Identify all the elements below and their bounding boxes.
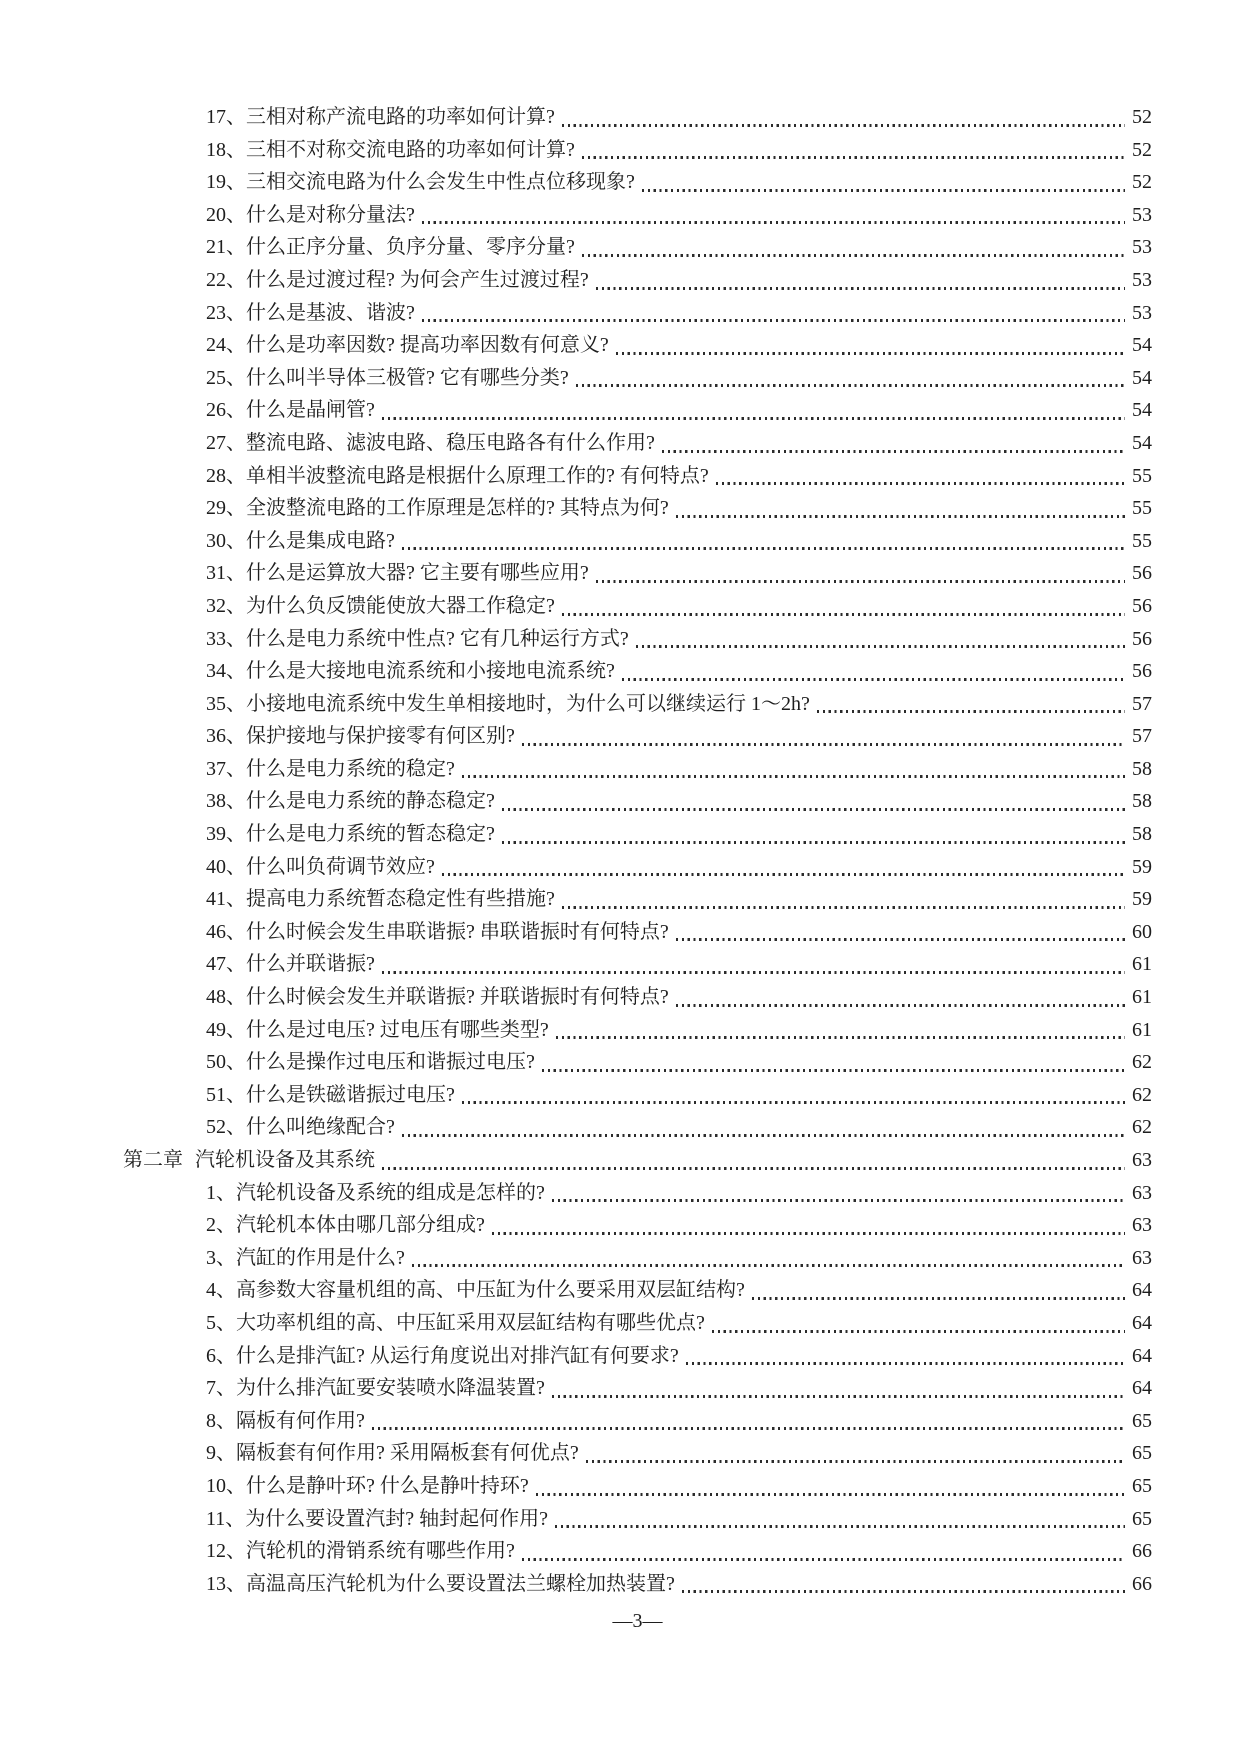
toc-entry-page-number: 56 [1132, 627, 1152, 650]
toc-entry-page-number: 53 [1132, 268, 1152, 291]
toc-entry-number: 47、 [206, 953, 246, 976]
dot-leader [555, 1525, 1125, 1528]
toc-entry-number: 1、 [206, 1181, 236, 1204]
toc-entry [123, 851, 1152, 884]
toc-entry [123, 655, 1152, 688]
toc-entry [123, 1437, 1152, 1470]
toc-entry-number: 2、 [206, 1214, 236, 1237]
toc-entry-title: 什么叫负荷调节效应? [246, 855, 435, 878]
dot-leader [676, 938, 1125, 941]
toc-entry [123, 1535, 1152, 1568]
toc-entry-title: 隔板套有何作用? 采用隔板套有何优点? [236, 1442, 579, 1465]
toc-entry-page-number: 54 [1132, 399, 1152, 422]
toc-entry-number: 50、 [206, 1051, 246, 1074]
toc-entry-number: 11、 [206, 1507, 246, 1530]
toc-entry-title: 什么是集成电路? [246, 529, 395, 552]
toc-entry-title: 小接地电流系统中发生单相接地时，为什么可以继续运行 1～2h? [246, 692, 810, 715]
toc-entry-number: 3、 [206, 1246, 236, 1269]
toc-entry-title: 高参数大容量机组的高、中压缸为什么要采用双层缸结构? [236, 1279, 745, 1302]
dot-leader [682, 1590, 1125, 1593]
toc-entry [123, 1242, 1152, 1275]
toc-entry-title: 什么是基波、谐波? [246, 301, 415, 324]
toc-entry-title: 什么是对称分量法? [246, 203, 415, 226]
toc-entry-page-number: 52 [1132, 138, 1152, 161]
toc-entry-number: 8、 [206, 1409, 236, 1432]
toc-entry [123, 362, 1152, 395]
toc-entry [123, 460, 1152, 493]
toc-entry-number: 9、 [206, 1442, 236, 1465]
toc-entry-page-number: 64 [1132, 1344, 1152, 1367]
toc-entry [123, 720, 1152, 753]
toc-entry-page-number: 58 [1132, 823, 1152, 846]
dot-leader [642, 189, 1125, 192]
toc-entry-title: 什么是运算放大器? 它主要有哪些应用? [246, 562, 589, 585]
dot-leader [596, 287, 1125, 290]
toc-entry [123, 101, 1152, 134]
toc-entry-title: 三相交流电路为什么会发生中性点位移现象? [246, 171, 635, 194]
toc-entry-title: 什么时候会发生并联谐振? 并联谐振时有何特点? [246, 986, 669, 1009]
dot-leader [442, 873, 1125, 876]
toc-entry-page-number: 66 [1132, 1572, 1152, 1595]
toc-entry [123, 1274, 1152, 1307]
dot-leader [817, 710, 1125, 713]
toc-entry-number: 23、 [206, 301, 246, 324]
toc-entry-page-number: 55 [1132, 497, 1152, 520]
toc-entry-title: 隔板有何作用? [236, 1409, 365, 1432]
dot-leader [556, 1036, 1125, 1039]
toc-entry-page-number: 57 [1132, 725, 1152, 748]
toc-entry-page-number: 61 [1132, 986, 1152, 1009]
toc-entry-number: 17、 [206, 106, 246, 128]
toc-entry-page-number: 53 [1132, 203, 1152, 226]
toc-entry-number: 19、 [206, 171, 246, 194]
toc-entry-number: 20、 [206, 203, 246, 226]
toc-entry-number: 41、 [206, 888, 246, 911]
dot-leader [422, 319, 1125, 322]
dot-leader [542, 1069, 1125, 1072]
dot-leader [582, 156, 1125, 159]
toc-entry-page-number: 56 [1132, 562, 1152, 585]
toc-entry-title: 三相不对称交流电路的功率如何计算? [246, 138, 575, 161]
toc-entry-title: 什么是电力系统的暂态稳定? [246, 823, 495, 846]
toc-entry-number: 21、 [206, 236, 246, 259]
toc-entry [123, 199, 1152, 232]
toc-entry-title: 汽轮机的滑销系统有哪些作用? [246, 1540, 515, 1563]
toc-entry-number: 49、 [206, 1018, 246, 1041]
toc-entry [123, 948, 1152, 981]
toc-entry-number: 28、 [206, 464, 246, 487]
dot-leader [522, 1558, 1125, 1561]
toc-entry-title: 什么时候会发生串联谐振? 串联谐振时有何特点? [246, 920, 669, 943]
toc-entry-number: 26、 [206, 399, 246, 422]
toc-entry-title: 为什么排汽缸要安装喷水降温装置? [236, 1377, 545, 1400]
toc-entry-page-number: 56 [1132, 594, 1152, 617]
toc-entry-number: 25、 [206, 366, 246, 389]
toc-entry-page-number: 65 [1132, 1409, 1152, 1432]
toc-entry-number: 27、 [206, 431, 246, 454]
toc-entry-page-number: 59 [1132, 888, 1152, 911]
dot-leader [382, 1167, 1125, 1170]
toc-entry [123, 166, 1152, 199]
toc-entry [123, 1209, 1152, 1242]
toc-entry-title: 什么是操作过电压和谐振过电压? [246, 1051, 535, 1074]
toc-entry-number: 12、 [206, 1540, 246, 1563]
dot-leader [562, 124, 1125, 127]
toc-entry-title: 什么叫半导体三极管? 它有哪些分类? [246, 366, 569, 389]
toc-entry-page-number: 55 [1132, 529, 1152, 552]
toc-entry-title: 什么是静叶环? 什么是静叶持环? [246, 1474, 529, 1497]
toc-entry-number: 32、 [206, 594, 246, 617]
toc-entry [123, 981, 1152, 1014]
dot-leader [576, 384, 1125, 387]
toc-entry [123, 1014, 1152, 1047]
dot-leader [502, 808, 1125, 811]
dot-leader [676, 515, 1125, 518]
toc-entry-page-number: 58 [1132, 757, 1152, 780]
toc-entry-number: 51、 [206, 1083, 246, 1106]
dot-leader [552, 1199, 1125, 1202]
dot-leader [422, 221, 1125, 224]
toc-entry [123, 785, 1152, 818]
dot-leader [412, 1264, 1125, 1267]
toc-entry-title: 为什么负反馈能使放大器工作稳定? [246, 594, 555, 617]
toc-entry-page-number: 65 [1132, 1474, 1152, 1497]
toc-entry-page-number: 55 [1132, 464, 1152, 487]
toc-entry [123, 231, 1152, 264]
toc-entry-title: 全波整流电路的工作原理是怎样的? 其特点为何? [246, 497, 669, 520]
toc-entry-page-number: 52 [1132, 171, 1152, 194]
toc-entry-title: 什么正序分量、负序分量、零序分量? [246, 236, 575, 259]
dot-leader [716, 482, 1125, 485]
toc-entry-title: 什么是过电压? 过电压有哪些类型? [246, 1018, 549, 1041]
dot-leader [522, 743, 1125, 746]
toc-entry-title: 汽轮机本体由哪几部分组成? [236, 1214, 485, 1237]
toc-entry-title: 大功率机组的高、中压缸采用双层缸结构有哪些优点? [236, 1311, 705, 1334]
toc-entry-title: 三相对称产流电路的功率如何计算? [246, 106, 555, 128]
dot-leader [462, 1101, 1125, 1104]
dot-leader [562, 613, 1125, 616]
page-number-footer: —3— [612, 1610, 663, 1633]
toc-entry-number: 4、 [206, 1279, 236, 1302]
dot-leader [712, 1330, 1125, 1333]
toc-entry [123, 1372, 1152, 1405]
toc-entry-title: 整流电路、滤波电路、稳压电路各有什么作用? [246, 431, 655, 454]
toc-entry-number: 31、 [206, 562, 246, 585]
toc-entry-page-number: 56 [1132, 660, 1152, 683]
dot-leader [402, 547, 1125, 550]
toc-entry-title: 什么是大接地电流系统和小接地电流系统? [246, 660, 615, 683]
toc-entry-page-number: 64 [1132, 1279, 1152, 1302]
toc-entry-number: 10、 [206, 1474, 246, 1497]
toc-entry-number: 48、 [206, 986, 246, 1009]
dot-leader [372, 1427, 1125, 1430]
toc-entry-page-number: 64 [1132, 1377, 1152, 1400]
toc-entry-title: 什么叫绝缘配合? [246, 1116, 395, 1139]
toc-entry-title: 单相半波整流电路是根据什么原理工作的? 有何特点? [246, 464, 709, 487]
toc-entry-page-number: 54 [1132, 366, 1152, 389]
toc-entry-page-number: 53 [1132, 236, 1152, 259]
toc-entry-page-number: 62 [1132, 1051, 1152, 1074]
toc-entry-title: 提高电力系统暂态稳定性有些措施? [246, 888, 555, 911]
dot-leader [662, 450, 1125, 453]
dot-leader [536, 1493, 1125, 1496]
toc-entry [123, 394, 1152, 427]
toc-entry [123, 1340, 1152, 1373]
toc-entry [123, 1405, 1152, 1438]
toc-entry-page-number: 58 [1132, 790, 1152, 813]
toc-entry-page-number: 63 [1132, 1214, 1152, 1237]
toc-entry-title: 高温高压汽轮机为什么要设置法兰螺栓加热装置? [246, 1572, 675, 1595]
toc-entry [123, 297, 1152, 330]
dot-leader [552, 1395, 1125, 1398]
dot-leader [596, 580, 1125, 583]
toc-entry [123, 1568, 1152, 1601]
dot-leader [382, 417, 1125, 420]
toc-entry-number: 40、 [206, 855, 246, 878]
toc-entry-page-number: 63 [1132, 1246, 1152, 1269]
toc-entry-number: 37、 [206, 757, 246, 780]
toc-entry-number: 22、 [206, 268, 246, 291]
toc-chapter-entry [123, 1144, 1152, 1177]
toc-entry-number: 33、 [206, 627, 246, 650]
toc-entry [123, 1046, 1152, 1079]
toc-entry-title: 汽轮机设备及系统的组成是怎样的? [236, 1181, 545, 1204]
dot-leader [382, 971, 1125, 974]
toc-entry-title: 什么是电力系统的稳定? [246, 757, 455, 780]
toc-entry-title: 汽轮机设备及其系统 [195, 1149, 375, 1171]
toc-entry-title: 保护接地与保护接零有何区别? [246, 725, 515, 748]
toc-entry [123, 492, 1152, 525]
toc-entry [123, 329, 1152, 362]
toc-entry-page-number: 54 [1132, 334, 1152, 357]
toc-entry-number: 13、 [206, 1572, 246, 1595]
dot-leader [676, 1004, 1125, 1007]
toc-entry-title: 为什么要设置汽封? 轴封起何作用? [245, 1507, 549, 1530]
toc-entry-number: 18、 [206, 138, 246, 161]
toc-entry-page-number: 59 [1132, 855, 1152, 878]
toc-entry [123, 525, 1152, 558]
toc-entry-number: 24、 [206, 334, 246, 357]
dot-leader [562, 906, 1125, 909]
toc-entry-page-number: 62 [1132, 1116, 1152, 1139]
toc-entry-number: 第二章 [123, 1149, 183, 1171]
toc-entry-page-number: 63 [1132, 1149, 1152, 1171]
dot-leader [462, 775, 1125, 778]
toc-entry-page-number: 62 [1132, 1083, 1152, 1106]
toc-entry [123, 134, 1152, 167]
toc-entry-page-number: 65 [1132, 1442, 1152, 1465]
toc-entry-title: 什么是电力系统的静态稳定? [246, 790, 495, 813]
toc-entry [123, 688, 1152, 721]
toc-entry-page-number: 61 [1132, 1018, 1152, 1041]
toc-entry-page-number: 54 [1132, 431, 1152, 454]
toc-entry-page-number: 64 [1132, 1311, 1152, 1334]
dot-leader [586, 1460, 1125, 1463]
toc-entry-number: 7、 [206, 1377, 236, 1400]
toc-entry-number: 34、 [206, 660, 246, 683]
toc-entry-page-number: 65 [1132, 1507, 1152, 1530]
toc-entry-number: 36、 [206, 725, 246, 748]
toc-entry-number: 30、 [206, 529, 246, 552]
toc-entry-number: 35、 [206, 692, 246, 715]
toc-entry-number: 39、 [206, 823, 246, 846]
toc-entry-title: 什么是排汽缸? 从运行角度说出对排汽缸有何要求? [236, 1344, 679, 1367]
dot-leader [622, 678, 1125, 681]
toc-entry [123, 427, 1152, 460]
toc-entry [123, 264, 1152, 297]
toc-entry-page-number: 66 [1132, 1540, 1152, 1563]
toc-entry-number: 52、 [206, 1116, 246, 1139]
toc-entry-title: 什么并联谐振? [246, 953, 375, 976]
toc-entry-title: 什么是铁磁谐振过电压? [246, 1083, 455, 1106]
toc-entry [123, 1503, 1152, 1536]
toc-entry [123, 1470, 1152, 1503]
toc-entry [123, 916, 1152, 949]
toc-entry-title: 什么是过渡过程? 为何会产生过渡过程? [246, 268, 589, 291]
toc-entry [123, 883, 1152, 916]
dot-leader [502, 841, 1125, 844]
toc-entry-page-number: 53 [1132, 301, 1152, 324]
toc-entry-title: 汽缸的作用是什么? [236, 1246, 405, 1269]
toc-entry-title: 什么是电力系统中性点? 它有几种运行方式? [246, 627, 629, 650]
toc-entry [123, 1177, 1152, 1210]
toc-entry-page-number: 63 [1132, 1181, 1152, 1204]
toc-entry-number: 5、 [206, 1311, 236, 1334]
toc-entry-title: 什么是晶闸管? [246, 399, 375, 422]
toc-entry-number: 38、 [206, 790, 246, 813]
toc-entry [123, 753, 1152, 786]
toc-entry [123, 1307, 1152, 1340]
toc-entry [123, 1111, 1152, 1144]
toc-entry [123, 557, 1152, 590]
dot-leader [616, 352, 1125, 355]
toc-entry-page-number: 60 [1132, 920, 1152, 943]
toc-entry [123, 818, 1152, 851]
toc-entry [123, 623, 1152, 656]
dot-leader [402, 1134, 1125, 1137]
dot-leader [492, 1232, 1125, 1235]
toc-entry-number: 6、 [206, 1344, 236, 1367]
toc-entry [123, 1079, 1152, 1112]
toc-entry-number: 46、 [206, 920, 246, 943]
toc-entry-page-number: 52 [1132, 106, 1152, 128]
dot-leader [636, 645, 1125, 648]
toc-entry-title: 什么是功率因数? 提高功率因数有何意义? [246, 334, 609, 357]
toc-entry-page-number: 61 [1132, 953, 1152, 976]
toc-entry-number: 29、 [206, 497, 246, 520]
dot-leader [686, 1362, 1125, 1365]
dot-leader [582, 254, 1125, 257]
dot-leader [752, 1297, 1125, 1300]
toc-entry-page-number: 57 [1132, 692, 1152, 715]
toc-entry [123, 590, 1152, 623]
